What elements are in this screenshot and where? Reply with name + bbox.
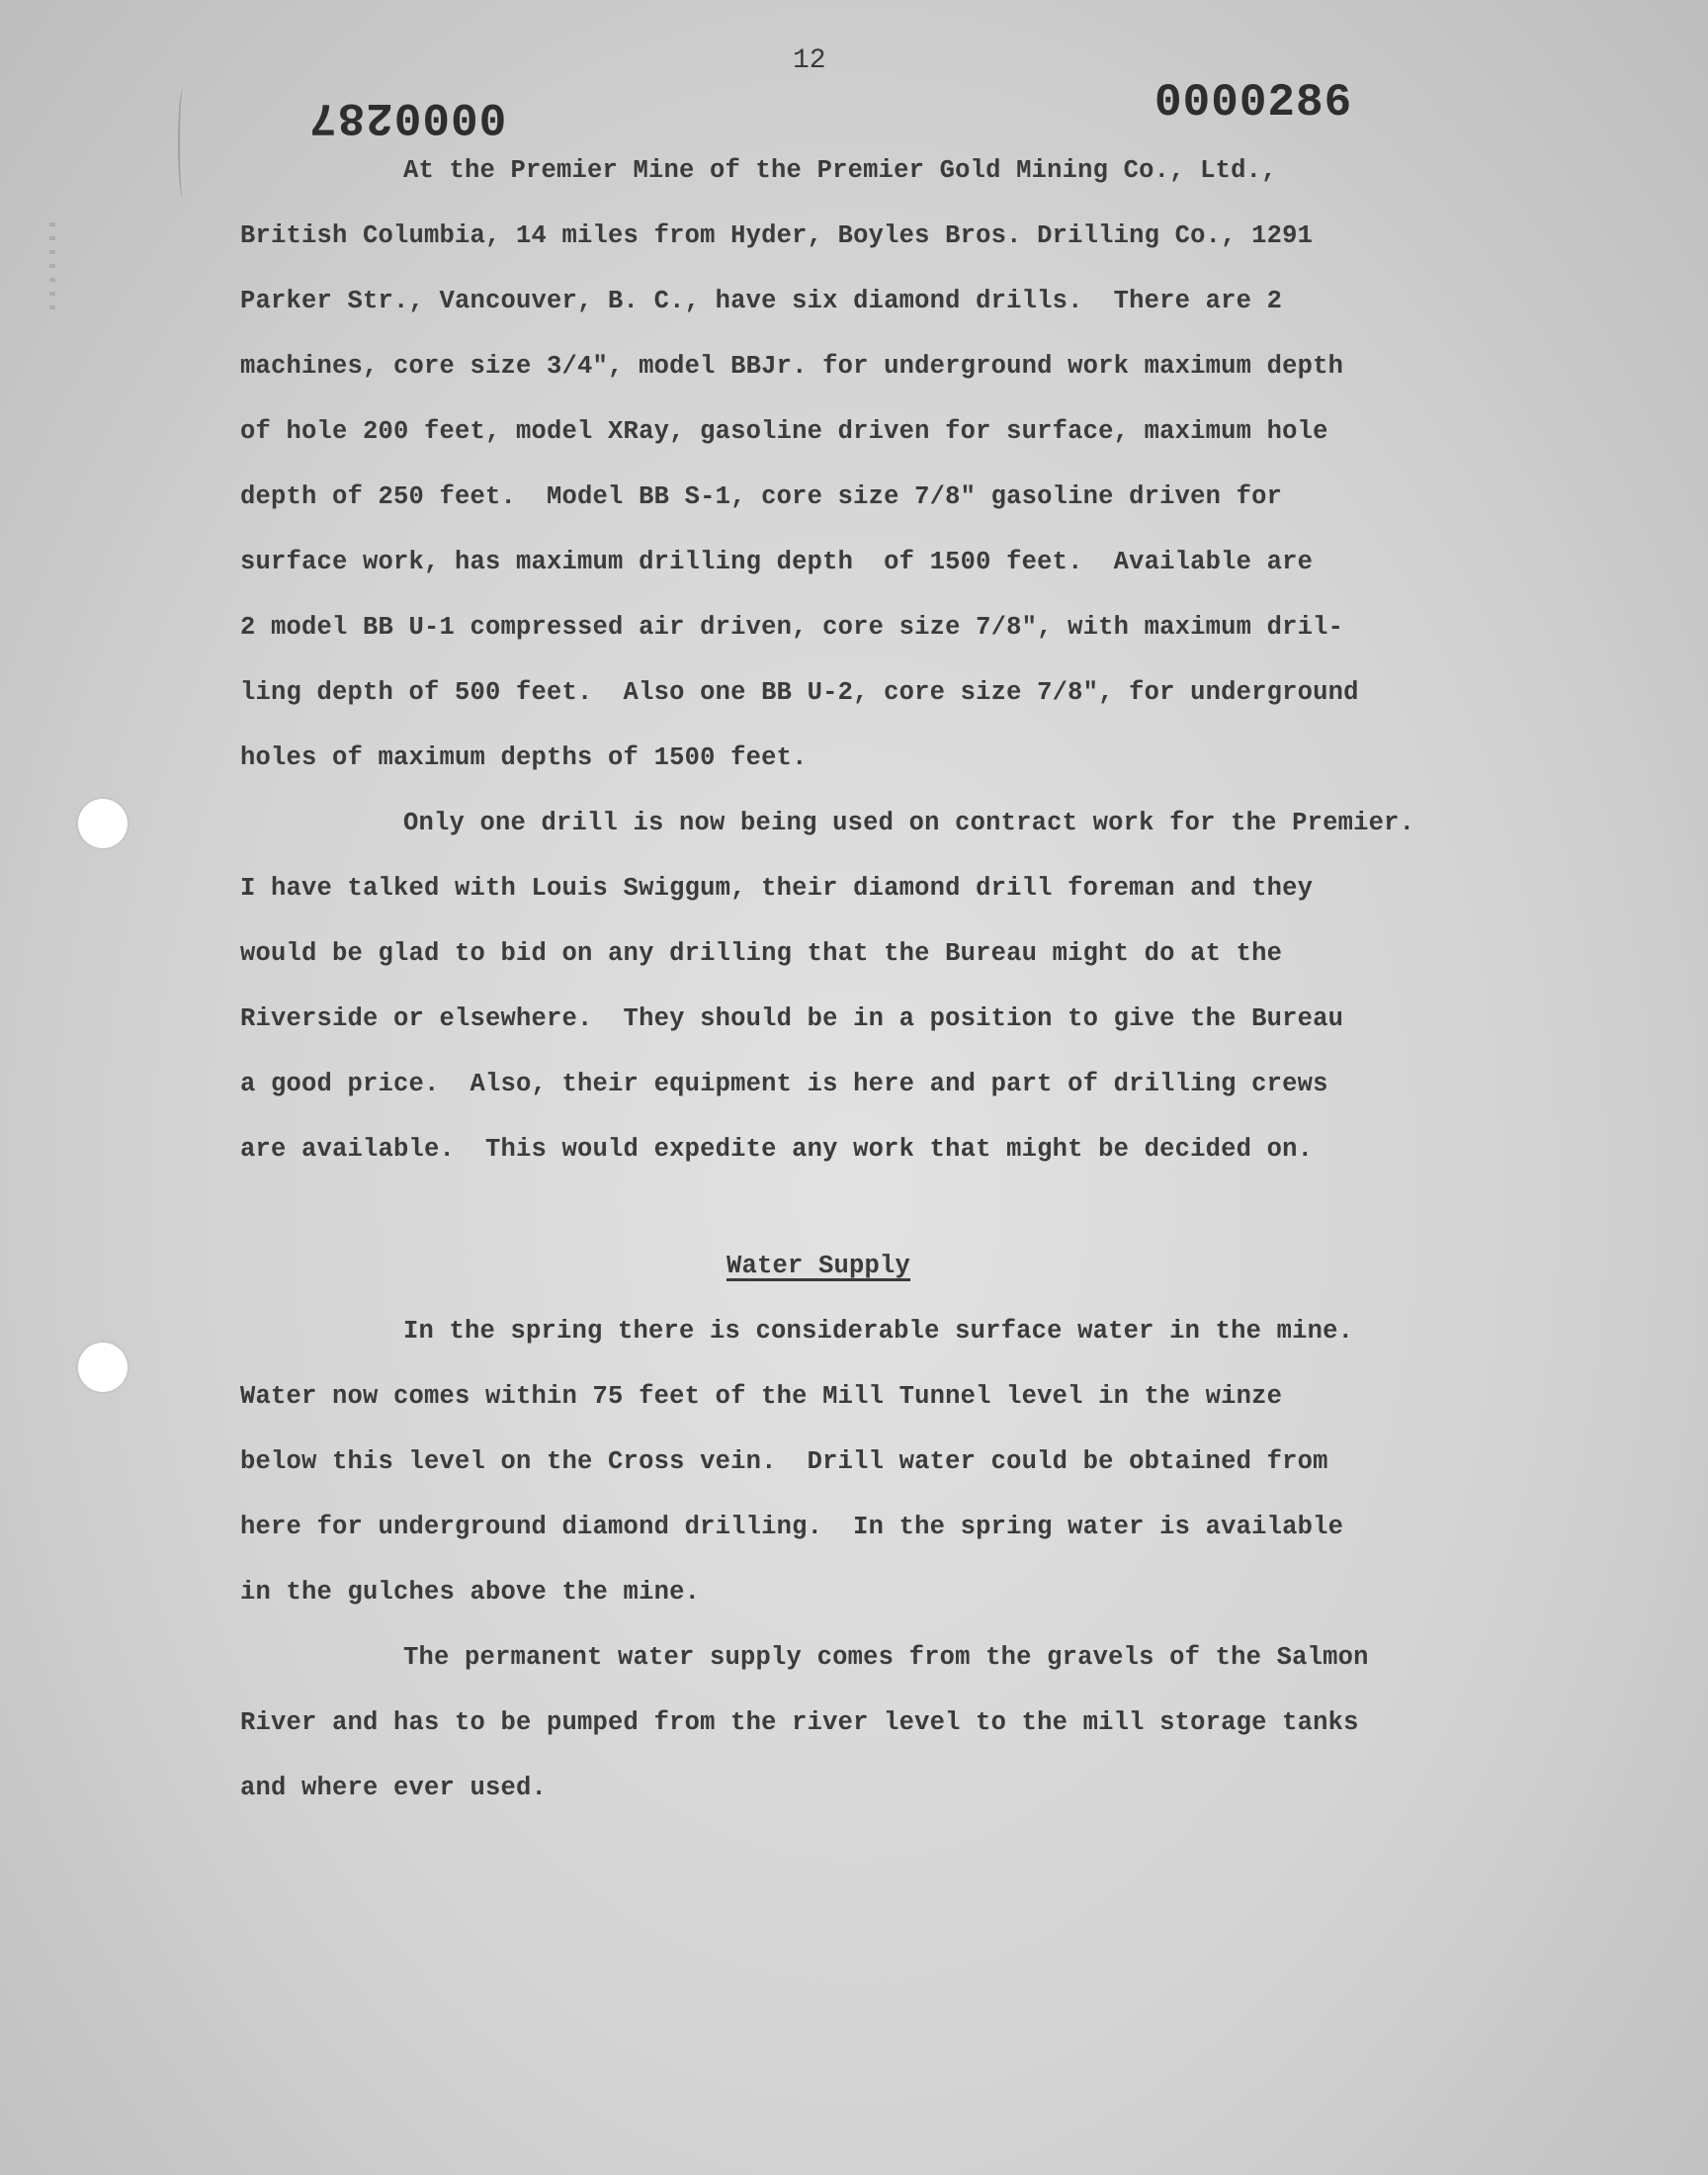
text-line: below this level on the Cross vein. Drill water could be obtained from: [240, 1447, 1328, 1476]
edge-perforation-marks: [49, 222, 55, 311]
paragraph-permanent-water: [240, 1625, 1525, 1821]
text-line: of hole 200 feet, model XRay, gasoline driven for surface, maximum hole: [240, 417, 1328, 446]
section-heading-text: Water Supply: [726, 1252, 911, 1280]
punch-hole-icon: [78, 799, 128, 848]
text-line: ling depth of 500 feet. Also one BB U-2, core size 7/8", for underground: [240, 678, 1359, 707]
text-line: British Columbia, 14 miles from Hyder, Boyles Bros. Drilling Co., 1291: [240, 221, 1314, 250]
text-line: 2 model BB U-1 compressed air driven, core size 7/8", with maximum dril-: [240, 613, 1344, 642]
text-line: in the gulches above the mine.: [240, 1578, 701, 1607]
text-line: depth of 250 feet. Model BB S-1, core size 7/8" gasoline driven for: [240, 482, 1283, 511]
paragraph-contract-work: [240, 791, 1525, 1182]
text-line: holes of maximum depths of 1500 feet.: [240, 743, 808, 772]
bates-number: 0000286: [1154, 77, 1353, 129]
text-line: I have talked with Louis Swiggum, their diamond drill foreman and they: [240, 874, 1314, 903]
punch-hole-icon: [78, 1343, 128, 1392]
text-line: machines, core size 3/4", model BBJr. for underground work maximum depth: [240, 352, 1344, 381]
text-line: Only one drill is now being used on contract work for the Premier.: [403, 809, 1415, 837]
text-line: Riverside or elsewhere. They should be in a position to give the Bureau: [240, 1004, 1344, 1033]
section-heading: [240, 1234, 1397, 1299]
text-line: Water now comes within 75 feet of the Mill Tunnel level in the winze: [240, 1382, 1283, 1411]
text-line: are available. This would expedite any work that might be decided on.: [240, 1135, 1314, 1164]
text-line: would be glad to bid on any drilling that the Bureau might do at the: [240, 939, 1283, 968]
text-line: The permanent water supply comes from the gravels of the Salmon: [403, 1643, 1369, 1672]
page-number: 12: [793, 45, 826, 76]
text-line: here for underground diamond drilling. In the spring water is available: [240, 1513, 1344, 1541]
document-body: [240, 138, 1525, 1821]
text-line: a good price. Also, their equipment is here and part of drilling crews: [240, 1070, 1328, 1098]
text-line: River and has to be pumped from the river level to the mill storage tanks: [240, 1708, 1359, 1737]
text-line: In the spring there is considerable surface water in the mine.: [403, 1317, 1354, 1346]
text-line: At the Premier Mine of the Premier Gold Mining Co., Ltd.,: [403, 156, 1277, 185]
paragraph-spring-water: [240, 1299, 1525, 1625]
paragraph-drilling-contractors: [240, 138, 1525, 791]
bates-number-inverted: 0000287: [308, 91, 507, 142]
paper-crease-mark: [178, 89, 188, 198]
text-line: and where ever used.: [240, 1774, 548, 1802]
text-line: Parker Str., Vancouver, B. C., have six diamond drills. There are 2: [240, 287, 1283, 315]
text-line: surface work, has maximum drilling depth of 1500 feet. Available are: [240, 548, 1314, 576]
